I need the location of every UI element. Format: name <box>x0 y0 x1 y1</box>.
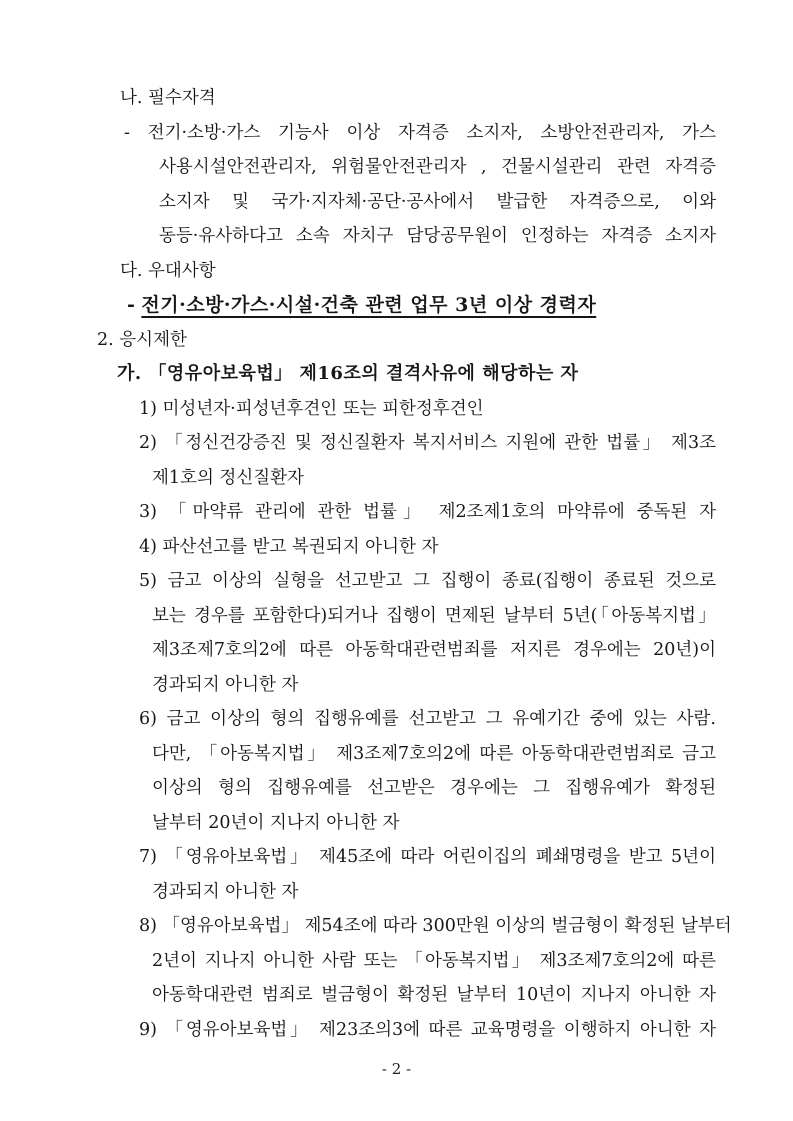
dash-bullet: - <box>127 294 136 316</box>
preferred-qualification-line <box>0 288 716 323</box>
underlined-emphasis-text: 전기·소방·가스·시설·건축 관련 업무 3년 이상 경력자 <box>141 294 597 316</box>
subsection-heading-ga: 가. 「영유아보육법」 제16조의 결격사유에 해당하는 자 <box>117 363 579 384</box>
page-number: - 2 - <box>381 1060 412 1078</box>
continuation-line: 이상의 형의 집행유예를 선고받은 경우에는 그 집행유예가 확정된 <box>152 778 716 798</box>
subsection-heading-da: 다. 우대사항 <box>120 260 216 281</box>
continuation-line: 사용시설안전관리자, 위험물안전관리자 , 건물시설관리 관련 자격증 <box>159 157 716 177</box>
continuation-line: 제3조제7호의2에 따른 아동학대관련범죄를 저지른 경우에는 20년)이 <box>152 640 716 660</box>
continuation-line: 다만, 「아동복지법」 제3조제7호의2에 따른 아동학대관련범죄로 금고 <box>152 743 716 764</box>
continuation-line: 동등·유사하다고 소속 자치구 담당공무원이 인정하는 자격증 소지자 <box>159 226 716 246</box>
numbered-item-2: 2) 「정신건강증진 및 정신질환자 복지서비스 지원에 관한 법률」 제3조 <box>139 433 716 453</box>
subsection-heading-na: 나. 필수자격 <box>120 88 216 108</box>
continuation-line: 날부터 20년이 지나지 아니한 자 <box>152 812 400 833</box>
continuation-line: 보는 경우를 포함한다)되거나 집행이 면제된 날부터 5년(「아동복지법」 <box>152 605 716 626</box>
continuation-line: 2년이 지나지 아니한 사람 또는 「아동복지법」 제3조제7호의2에 따른 <box>152 950 716 971</box>
numbered-item-1: 1) 미성년자·피성년후견인 또는 피한정후견인 <box>139 398 484 419</box>
continuation-line: 제1호의 정신질환자 <box>152 467 304 488</box>
continuation-line: 경과되지 아니한 자 <box>152 881 299 902</box>
numbered-item-5: 5) 금고 이상의 실형을 선고받고 그 집행이 종료(집행이 종료된 것으로 <box>139 571 716 591</box>
section-heading-2: 2. 응시제한 <box>97 329 187 350</box>
numbered-item-6: 6) 금고 이상의 형의 집행유예를 선고받고 그 유예기간 중에 있는 사람. <box>139 709 716 729</box>
numbered-item-3: 3) 「마약류 관리에 관한 법률」 제2조제1호의 마약류에 중독된 자 <box>139 502 716 522</box>
continuation-line: 소지자 및 국가·지자체·공단·공사에서 발급한 자격증으로, 이와 <box>159 191 716 212</box>
dash-item-line: - 전기·소방·가스 기능사 이상 자격증 소지자, 소방안전관리자, 가스 <box>124 122 716 143</box>
document-body <box>0 81 732 1047</box>
continuation-line: 경과되지 아니한 자 <box>152 674 299 695</box>
numbered-item-9: 9) 「영유아보육법」 제23조의3에 따른 교육명령을 이행하지 아니한 자 <box>139 1019 716 1040</box>
continuation-line: 아동학대관련 범죄로 벌금형이 확정된 날부터 10년이 지나지 아니한 자 <box>152 985 716 1005</box>
numbered-item-4: 4) 파산선고를 받고 복권되지 아니한 자 <box>139 536 439 557</box>
numbered-item-7: 7) 「영유아보육법」 제45조에 따라 어린이집의 폐쇄명령을 받고 5년이 <box>139 847 716 867</box>
numbered-item-8: 8) 「영유아보육법」 제54조에 따라 300만원 이상의 벌금형이 확정된 날부터 <box>139 916 732 936</box>
